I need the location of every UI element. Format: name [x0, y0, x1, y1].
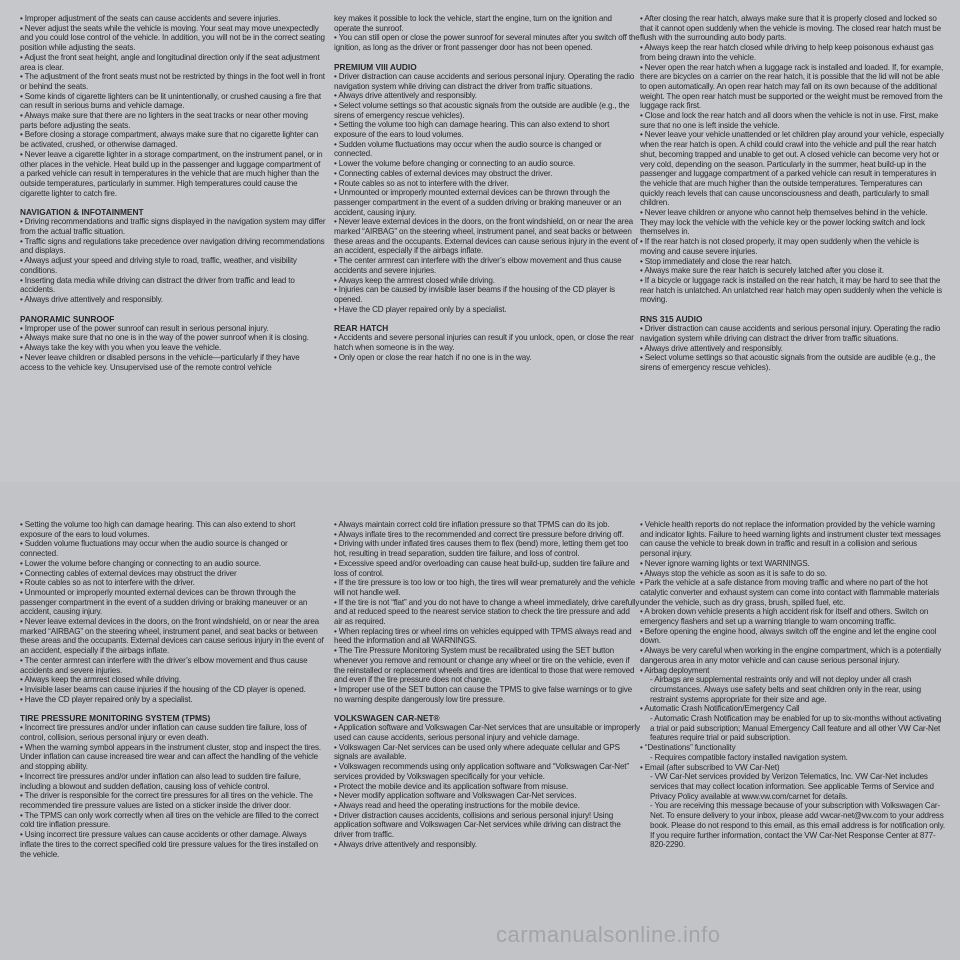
- seats-item: • Improper adjustment of the seats can cause accidents and severe injuries.: [20, 14, 281, 23]
- seats-item: • Some kinds of cigarette lighters can be lit unintentionally, or crushed causing a fire that can result in serious burns and vehicle damage.: [20, 91, 321, 111]
- audio-item: • Select volume settings so that acoustic signals from the outside are audible (e.g., the sirens of emergency rescue vehicles).: [334, 100, 630, 120]
- tpms-item: • Incorrect tire pressures and/or under inflation can also lead to sudden tire failure, including a blowout and sudden deflation, causing loss of vehicle control.: [20, 771, 301, 791]
- carnet-item: • Never modify application software and Volkswagen Car-Net services.: [334, 791, 577, 801]
- carnet-item: • Driver distraction causes accidents, collisions and serious personal injury! Using application software and Volkswagen Car-Net services while driving can distract the driver from traffic.: [334, 810, 621, 840]
- audio-item: • Connecting cables of external devices may obstruct the driver: [20, 568, 237, 578]
- hatch-item: • If the rear hatch is not closed properly, it may open suddenly when the vehicle is moving and cause severe injuries.: [640, 237, 919, 256]
- seats-item: • Before closing a storage compartment, always make sure that no cigarette lighter can be activated, crushed, or otherwise damaged.: [20, 130, 319, 150]
- audio-item: • Unmounted or improperly mounted external devices can be thrown through the passenger compartment in the event of a sudden driving or braking maneuver or an accident, causing injury.: [334, 188, 622, 217]
- hatch-item: • Only open or close the rear hatch if no one is in the way.: [334, 352, 532, 362]
- hatch-item: • Never leave children or anyone who cannot help themselves behind in the vehicle. They may lock the vehicle with the vehicle key or the power locking switch and lock themselves in.: [640, 208, 928, 237]
- top-column-2: [334, 14, 640, 363]
- audio-item: • Never leave external devices in the doors, on the front windshield, on or near the area marked “AIRBAG” on the steering wheel, instrument panel, and seat backs or between these areas and the occupants. External devices can cause serious injury in the event of an accident, especially if the airbags inflate.: [334, 217, 638, 256]
- audio-item: • Setting the volume too high can damage hearing. This can also extend to short exposure of the ears to loud volumes.: [20, 520, 296, 539]
- carnet-subitem: - Requires compatible factory installed navigation system.: [650, 752, 848, 762]
- navigation-heading: NAVIGATION & INFOTAINMENT: [20, 207, 144, 218]
- page-bottom-panel: [0, 482, 960, 960]
- rear-hatch-heading: REAR HATCH: [334, 323, 389, 334]
- carnet-item: • Never ignore warning lights or text WARNINGS.: [640, 558, 810, 568]
- hatch-item: • Stop immediately and close the rear hatch.: [640, 256, 792, 266]
- carnet-item: • Protect the mobile device and its application software from misuse.: [334, 781, 569, 791]
- audio-item: • Driver distraction can cause accidents and serious personal injury. Operating the radio navigation system while driving can distract the driver from traffic situations.: [334, 71, 635, 91]
- tpms-heading: TIRE PRESSURE MONITORING SYSTEM (TPMS): [20, 713, 211, 724]
- carnet-subitem: - Airbags are supplemental restraints only and will not deploy under all crash circumstances. Always use safety belts and seat children only in the rear, using restraint systems appropriate for their size and age.: [650, 675, 921, 704]
- tpms-item: • Improper use of the SET button can cause the TPMS to give false warnings or to give no warning despite dangerously low tire pressure.: [334, 684, 632, 704]
- top-column-3: [640, 14, 946, 373]
- carnet-subitem: - You are receiving this message because of your subscription with Volkswagen Car-Net. To ensure delivery to your inbox, please add vwcar-net@vw.com to your address book. Please do not respond to this email, as this email address is for notification only. If you require further information, contact the VW Car-Net Response Center at 877-820-2290.: [650, 801, 945, 850]
- seats-item: • Never leave a cigarette lighter in a storage compartment, on the instrument panel, or in other places in the vehicle. Heat build up in the passenger and luggage compartment of a parked vehicle can result in temperatures in the vehicle that are much higher than the outside temperatures, particularly in summer. High temperatures could cause the cigarette lighter to catch fire.: [20, 149, 323, 198]
- audio-item: • Setting the volume too high can damage hearing. This can also extend to short exposure of the ears to loud volumes.: [334, 120, 610, 140]
- tpms-item: • The TPMS can only work correctly when all tires on the vehicle are filled to the correct cold tire inflation pressure.: [20, 810, 319, 830]
- carnet-subitem: - Automatic Crash Notification may be enabled for up to six-months without activating a trial or paid subscription; Manual Emergency Call feature and all other VW Car-Net features require trial or paid subscription.: [650, 714, 942, 743]
- watermark: carmanualsonline.info: [496, 922, 721, 947]
- carnet-item: • Always drive attentively and responsibly.: [334, 839, 477, 849]
- audio-item: • Never leave external devices in the doors, on the front windshield, on or near the area marked “AIRBAG” on the steering wheel, instrument panel, and seat backs or between these areas and the occupants. External devices can cause serious injury in the event of an accident, especially if the airbags inflate.: [20, 617, 324, 656]
- audio-item: • Lower the volume before changing or connecting to an audio source.: [334, 159, 576, 169]
- sunroof-heading: PANORAMIC SUNROOF: [20, 313, 115, 324]
- carnet-item: • Vehicle health reports do not replace the information provided by the vehicle warning and indicator lights. Failure to heed warning lights and instrument cluster text messages can cause the vehicle to break down in traffic and result in a collision and serious personal injury.: [640, 520, 941, 559]
- audio-item: • Route cables so as not to interfere with the driver.: [334, 178, 509, 188]
- car-net-heading: VOLKSWAGEN CAR-NET®: [334, 713, 440, 724]
- sunroof-item: • Never leave children or disabled persons in the vehicle—particularly if they have access to the vehicle key. Unsupervised use of the remote control vehicle: [20, 352, 300, 372]
- nav-item: • Traffic signs and regulations take precedence over navigation driving recommendations and displays.: [20, 236, 325, 256]
- carnet-item: • Volkswagen recommends using only application software and “Volkswagen Car-Net” services provided by Volkswagen specifically for your vehicle.: [334, 762, 629, 781]
- tpms-item: • Driving with under inflated tires causes them to flex (bend) more, letting them get too hot, resulting in tread separation, sudden tire failure, and loss of control.: [334, 539, 629, 559]
- audio-item: • Always keep the armrest closed while driving.: [334, 275, 495, 285]
- hatch-item: • Accidents and severe personal injuries can result if you unlock, open, or close the rear hatch when someone is in the way.: [334, 333, 634, 353]
- rns-item: • Driver distraction can cause accidents and serious personal injury. Operating the radio navigation system while driving can distract the driver from traffic situations.: [640, 324, 941, 343]
- tpms-item: • Incorrect tire pressures and/or under inflation can cause sudden tire failure, loss of control, collision, serious personal injury or even death.: [20, 723, 307, 743]
- bottom-column-2: [334, 520, 640, 850]
- carnet-item: • Park the vehicle at a safe distance from moving traffic and where no part of the hot catalytic converter and exhaust system can come into contact with flammable materials under the vehicle, such as dry grass, brush, spilled fuel, etc.: [640, 578, 939, 607]
- rns-audio-heading: RNS 315 AUDIO: [640, 314, 703, 325]
- audio-item: • Sudden volume fluctuations may occur when the audio source is changed or connected.: [20, 539, 288, 559]
- carnet-item: • Email (after subscribed to VW Car-Net): [640, 762, 780, 772]
- audio-item: • Have the CD player repaired only by a specialist.: [20, 694, 193, 704]
- bottom-column-1: [20, 520, 326, 859]
- sunroof-item: • Always take the key with you when you leave the vehicle.: [20, 343, 222, 353]
- hatch-item: • After closing the rear hatch, always make sure that it is properly closed and locked so that it cannot open suddenly when the vehicle is moving. The closed rear hatch must be flush with the surrounding auto body parts.: [640, 14, 941, 43]
- tpms-item: • When the warning symbol appears in the instrument cluster, stop and inspect the tires. Under inflation can cause increased tire wear and can affect the handling of the vehicle and stopping ability.: [20, 742, 321, 772]
- hatch-item: • Always make sure the rear hatch is securely latched after you close it.: [640, 266, 884, 276]
- audio-item: • Always drive attentively and responsibly.: [334, 91, 477, 101]
- sunroof-item: • Improper use of the power sunroof can result in serious personal injury.: [20, 323, 269, 333]
- premium-audio-heading: PREMIUM VIII AUDIO: [334, 61, 417, 72]
- sunroof-item: • You can still open or close the power sunroof for several minutes after you switch off the ignition, as long as the driver or front passenger door has not been opened.: [334, 33, 640, 53]
- tpms-item: • Always maintain correct cold tire inflation pressure so that TPMS can do its job.: [334, 520, 610, 529]
- seats-item: • Always make sure that there are no lighters in the seat tracks or near other moving parts before adjusting the seats.: [20, 111, 308, 130]
- tpms-item: • The Tire Pressure Monitoring System must be recalibrated using the SET button whenever you remove and remount or change any wheel or tire on the vehicle, even if the reinstalled or replacement wheels and tires are identical to those that were removed and even if the tire pressure does not change.: [334, 646, 635, 685]
- audio-item: • Connecting cables of external devices may obstruct the driver.: [334, 168, 553, 178]
- rns-item: • Always drive attentively and responsibly.: [640, 343, 783, 353]
- audio-item: • Always keep the armrest closed while driving.: [20, 675, 181, 685]
- carnet-item: • Airbag deployment: [640, 665, 710, 675]
- seats-item: • Never adjust the seats while the vehicle is moving. Your seat may move unexpectedly and you could lose control of the vehicle. In addition, you will not be in the correct seating position while adjusting the seats.: [20, 23, 325, 53]
- tpms-item: • If the tire pressure is too low or too high, the tires will wear prematurely and the vehicle will not handle well.: [334, 578, 635, 597]
- hatch-item: • Always keep the rear hatch closed while driving to help keep poisonous exhaust gas from being drawn into the vehicle.: [640, 43, 934, 62]
- tpms-item: • Excessive speed and/or overloading can cause heat build-up, sudden tire failure and loss of control.: [334, 558, 630, 578]
- nav-item: • Inserting data media while driving can distract the driver from traffic and lead to accidents.: [20, 275, 295, 295]
- rns-item: • Select volume settings so that acoustic signals from the outside are audible (e.g., the sirens of emergency rescue vehicles).: [640, 353, 936, 372]
- carnet-item: • Always be very careful when working in the engine compartment, which is a potentially dangerous area in any motor vehicle and can cause serious personal injury.: [640, 646, 942, 665]
- audio-item: • Lower the volume before changing or connecting to an audio source.: [20, 558, 262, 568]
- hatch-item: • Never leave your vehicle unattended or let children play around your vehicle, especially when the rear hatch is open. A child could crawl into the vehicle and pull the rear hatch shut, becoming trapped and unable to get out. A closed vehicle can become very hot or very cold, depending on the season. Particularly in the summer, heat build-up in the passenger and luggage compartment of a parked vehicle can result in temperatures in the vehicle that are much higher than the outside temperatures. Temperatures can quickly reach levels that can cause unconsciousness and death, particularly to small children.: [640, 130, 944, 208]
- audio-item: • Injuries can be caused by invisible laser beams if the housing of the CD player is opened.: [334, 285, 615, 304]
- nav-item: • Always drive attentively and responsibly.: [20, 294, 163, 304]
- tpms-item: • When replacing tires or wheel rims on vehicles equipped with TPMS always read and heed the information and all WARNINGS.: [334, 626, 632, 646]
- hatch-item: • Close and lock the rear hatch and all doors when the vehicle is not in use. First, make sure that no one is left inside the vehicle.: [640, 111, 939, 130]
- audio-item: • The center armrest can interfere with the driver’s elbow movement and thus cause accidents and severe injuries.: [334, 256, 622, 275]
- carnet-item: • Application software and Volkswagen Car-Net services that are unsuitable or improperly used can cause accidents, serious personal injury and vehicle damage.: [334, 723, 640, 743]
- sunroof-item: key makes it possible to lock the vehicle, start the engine, turn on the ignition and operate the sunroof.: [334, 14, 612, 33]
- nav-item: • Driving recommendations and traffic signs displayed in the navigation system may differ from the actual traffic situation.: [20, 217, 326, 237]
- seats-item: • The adjustment of the front seats must not be restricted by things in the foot well in front or behind the seats.: [20, 72, 325, 91]
- audio-item: • Unmounted or improperly mounted external devices can be thrown through the passenger compartment in the event of a sudden driving or braking maneuver or an accident, causing injury.: [20, 587, 308, 617]
- hatch-item: • Never open the rear hatch when a luggage rack is installed and loaded. If, for example, there are bicycles on a carrier on the rear hatch, it is possible that the lid will not be able to open automatically. An open rear hatch may fall on its own because of the additional weight. The open rear hatch must be supported or the weight must be removed from the luggage rack first.: [640, 62, 944, 111]
- carnet-item: • Before opening the engine hood, always switch off the engine and let the engine cool down.: [640, 626, 937, 646]
- carnet-item: • Automatic Crash Notification/Emergency Call: [640, 704, 800, 714]
- carnet-item: • A broken down vehicle presents a high accident risk for itself and others. Switch on emergency flashers and set up a warning triangle to warn oncoming traffic.: [640, 607, 929, 627]
- carnet-item: • Volkswagen Car-Net services can be used only where adequate cellular and GPS signals are available.: [334, 742, 620, 762]
- hatch-item: • If a bicycle or luggage rack is installed on the rear hatch, it may be hard to see that the rear hatch is unlatched. An unlatched rear hatch may open suddenly when the vehicle is moving.: [640, 275, 943, 305]
- audio-item: • Route cables so as not to interfere with the driver.: [20, 578, 195, 588]
- tpms-item: • Always inflate tires to the recommended and correct tire pressure before driving off.: [334, 529, 624, 539]
- nav-item: • Always adjust your speed and driving style to road, traffic, weather, and visibility conditions.: [20, 256, 297, 275]
- audio-item: • The center armrest can interfere with the driver’s elbow movement and thus cause accidents and severe injuries.: [20, 655, 308, 675]
- tpms-item: • The driver is responsible for the correct tire pressures for all tires on the vehicle. The recommended tire pressure values are listed on a sticker inside the driver door.: [20, 791, 313, 810]
- audio-item: • Have the CD player repaired only by a specialist.: [334, 304, 507, 314]
- bottom-column-3: [640, 520, 946, 850]
- tpms-item: • If the tire is not “flat” and you do not have to change a wheel immediately, drive carefully and at reduced speed to the nearest service station to check the tire pressure and add air as required.: [334, 597, 640, 627]
- carnet-subitem: - VW Car-Net services provided by Verizon Telematics, Inc. VW Car-Net includes services that may collect location information. See applicable Terms of Service and Privacy Policy available at www.vw.com/carnet for details.: [650, 772, 934, 801]
- seats-item: • Adjust the front seat height, angle and longitudinal direction only if the seat adjustment area is clear.: [20, 52, 320, 72]
- audio-item: • Invisible laser beams can cause injuries if the housing of the CD player is opened.: [20, 684, 306, 694]
- carnet-item: • Always stop the vehicle as soon as it is safe to do so.: [640, 568, 827, 578]
- carnet-item: • “Destinations” functionality: [640, 743, 736, 753]
- tpms-item: • Using incorrect tire pressure values can cause accidents or other damage. Always inflate the tires to the correct specified cold tire pressure values for the tires installed on the vehicle.: [20, 830, 318, 859]
- carnet-item: • Always read and heed the operating instructions for the mobile device.: [334, 800, 580, 810]
- top-column-1: [20, 14, 326, 372]
- sunroof-item: • Always make sure that no one is in the way of the power sunroof when it is closing.: [20, 333, 309, 343]
- audio-item: • Sudden volume fluctuations may occur when the audio source is changed or connected.: [334, 139, 602, 159]
